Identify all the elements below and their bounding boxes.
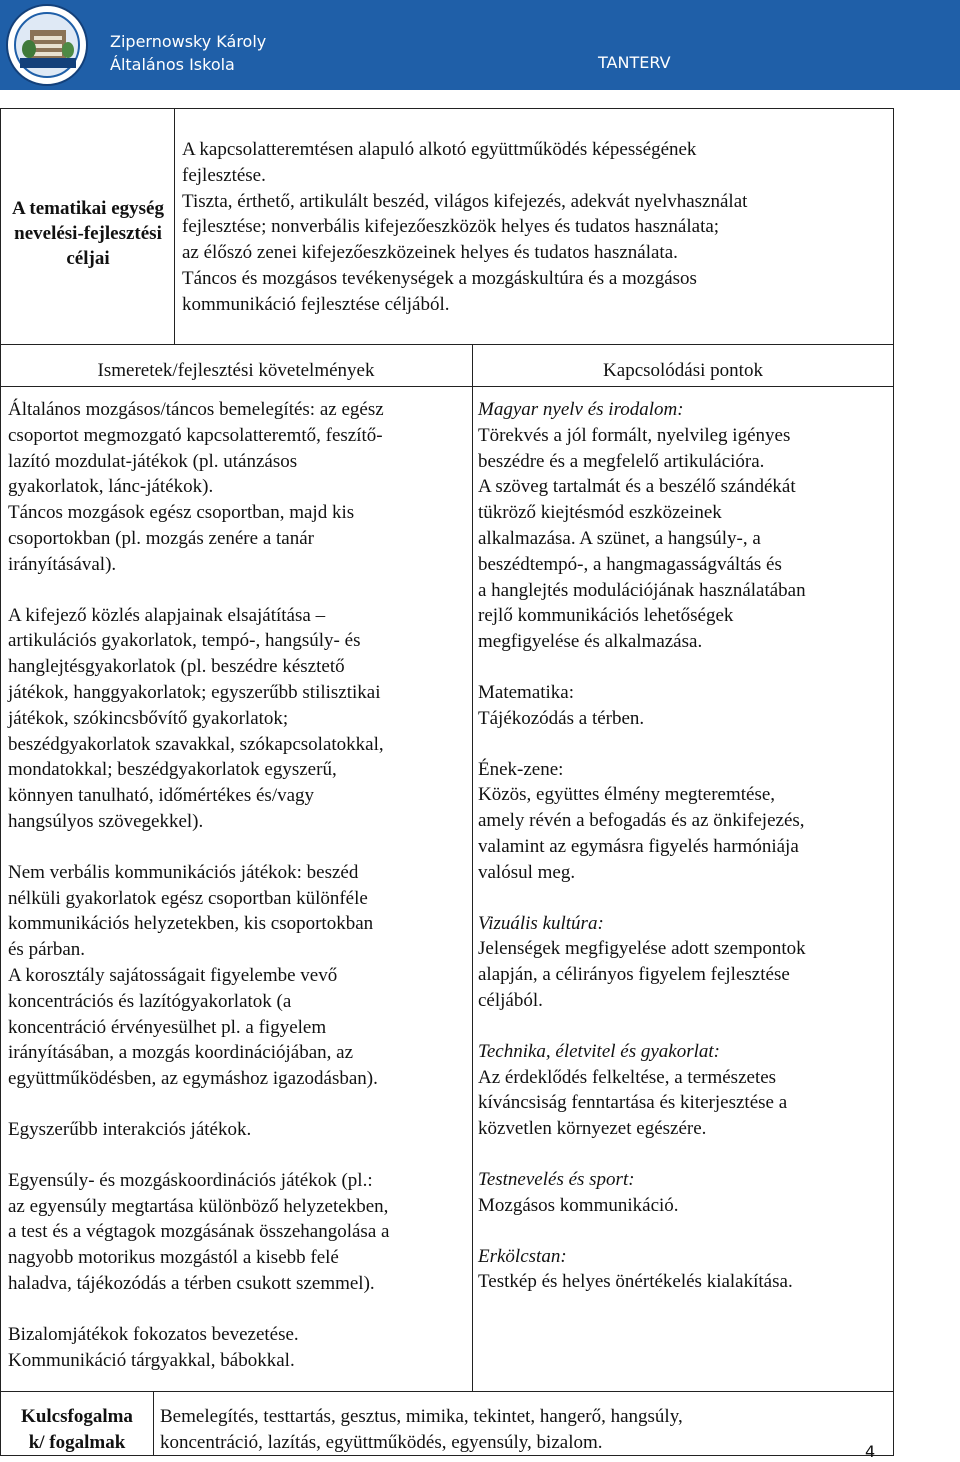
connection-line: rejlő kommunikációs lehetőségek [478,605,734,627]
connection-line: beszédre és a megfelelő artikulációra. [478,450,765,472]
school-name-line2: Általános Iskola [110,55,235,74]
connection-line: tükröző kiejtésmód eszközeinek [478,502,722,524]
connection-line: megfigyelése és alkalmazása. [478,631,703,653]
req-line: haladva, tájékozódás a térben csukott szemmel). [8,1272,375,1294]
req-line: csoportokban (pl. mozgás zenére a tanár [8,527,314,549]
req-line: hanglejtésgyakorlatok (pl. beszédre késztető [8,656,345,678]
req-line: irányításában, a mozgás koordinációjában, az [8,1042,354,1064]
connection-subject: Testnevelés és sport: [478,1168,635,1190]
connection-line: Tájékozódás a térben. [478,707,645,729]
table-divider [174,108,175,345]
connections-header: Kapcsolódási pontok [603,360,763,381]
logo-banner [20,58,76,68]
table-divider [153,1391,154,1456]
connection-block [478,757,890,886]
aims-line: Táncos és mozgásos tevékenységek a mozgáskultúra és a mozgásos [182,267,697,289]
connection-line: valósul meg. [478,861,576,883]
req-line: mondatokkal; beszédgyakorlatok egyszerű, [8,759,337,781]
connection-subject: Technika, életvitel és gyakorlat: [478,1040,720,1062]
table-divider [472,344,473,1392]
key-concepts-label-line: k/ fogalmak [28,1431,126,1453]
req-line: könnyen tanulható, időmértékes és/vagy [8,785,315,807]
connection-subject: Matematika: [478,681,575,703]
req-line: nélküli gyakorlatok egész csoportban különféle [8,887,368,909]
req-line: lazító mozdulat-játékok (pl. utánzásos [8,450,298,472]
aims-line: fejlesztése. [182,164,266,186]
logo-tree [22,40,36,58]
connection-line: a hanglejtés modulációjának használatában [478,579,806,601]
req-line: Egyensúly- és mozgáskoordinációs játékok (pl.: [8,1169,373,1191]
req-line: csoportot megmozgató kapcsolatteremtő, feszítő- [8,424,383,446]
key-concepts-label-line: Kulcsfogalma [21,1406,133,1427]
req-line: Egyszerűbb interakciós játékok. [8,1118,252,1140]
requirements-paragraph [8,1117,468,1143]
page-number: 4 [865,1442,876,1461]
connection-block [478,1244,890,1296]
connection-line: Közös, együttes élmény megteremtése, [478,784,776,806]
logo-tree [62,42,74,58]
req-line: koncentráció érvényesülhet pl. a figyelem [8,1016,327,1038]
requirements-paragraph [8,1168,468,1297]
req-line: Táncos mozgások egész csoportban, majd kis [8,502,355,524]
req-line: Kommunikáció tárgyakkal, bábokkal. [8,1349,295,1371]
table-divider [0,1391,894,1392]
req-line: Bizalomjátékok fokozatos bevezetése. [8,1323,299,1345]
req-line: Általános mozgásos/táncos bemelegítés: az egész [8,399,384,420]
key-concepts-text [160,1404,890,1456]
connection-block [478,680,890,732]
requirements-paragraph [8,603,468,835]
requirements-column [8,397,468,1373]
req-line: együttműködésben, az egymáshoz igazodásban). [8,1068,378,1090]
aims-line: A kapcsolatteremtésen alapuló alkotó együttműködés képességének [182,139,697,160]
connection-line: alapján, a célirányos figyelem fejlesztése [478,964,790,986]
connection-line: amely révén a befogadás és az önkifejezés, [478,810,805,832]
connection-subject: Ének-zene: [478,758,564,780]
key-concepts-line: koncentráció, lazítás, együttműködés, egyensúly, bizalom. [160,1431,603,1453]
aims-line: Tiszta, érthető, artikulált beszéd, világos kifejezés, adekvát nyelvhasználat [182,190,748,212]
key-concepts-label [4,1404,150,1456]
connection-line: valamint az egymásra figyelés harmóniája [478,835,799,857]
connection-subject: Erkölcstan: [478,1245,567,1267]
aims-line: fejlesztése; nonverbális kifejezőeszközök helyes és tudatos használata; [182,216,720,238]
school-name-line1: Zipernowsky Károly [110,32,267,51]
req-line: kommunikációs helyzetekben, kis csoportokban [8,913,374,935]
req-line: a test és a végtagok mozgásának összehangolása a [8,1221,390,1243]
connection-line: Az érdeklődés felkeltése, a természetes [478,1066,777,1088]
page-header [0,0,960,90]
connection-line: céljából. [478,989,543,1011]
connection-line: Jelenségek megfigyelése adott szempontok [478,938,806,960]
connections-column [478,397,890,1295]
req-line: játékok, hanggyakorlatok; egyszerűbb stilisztikai [8,681,381,703]
req-line: és párban. [8,939,86,961]
school-name [110,30,266,76]
connection-line: Testkép és helyes önértékelés kialakítása. [478,1271,793,1293]
req-line: A kifejező közlés alapjainak elsajátítása – [8,604,326,626]
req-line: A korosztály sajátosságait figyelembe vevő [8,964,338,986]
connection-line: közvetlen környezet egészére. [478,1118,707,1140]
connection-subject: Vizuális kultúra: [478,912,604,934]
connection-line: Törekvés a jól formált, nyelvileg igényes [478,424,791,446]
req-line: beszédgyakorlatok szavakkal, szókapcsolatokkal, [8,733,384,755]
key-concepts-line: Bemelegítés, testtartás, gesztus, mimika, tekintet, hangerő, hangsúly, [160,1406,683,1427]
connection-block [478,911,890,1014]
req-line: irányításával). [8,553,117,575]
logo-building [30,30,66,58]
req-line: artikulációs gyakorlatok, tempó-, hangsúly- és [8,630,361,652]
aims-text [182,137,887,318]
requirements-paragraph [8,860,468,1092]
req-line: hangsúlyos szövegekkel). [8,810,204,832]
req-line: nagyobb motorikus mozgástól a kisebb felé [8,1247,339,1269]
aims-line: kommunikáció fejlesztése céljából. [182,293,450,315]
connection-line: beszédtempó-, a hangmagasságváltás és [478,553,782,575]
connection-line: Mozgásos kommunikáció. [478,1194,679,1216]
req-line: gyakorlatok, lánc-játékok). [8,476,214,498]
aims-label: A tematikai egység nevelési-fejlesztési céljai [12,198,164,269]
connection-line: A szöveg tartalmát és a beszélő szándékát [478,476,796,498]
aims-line: az élőszó zenei kifejezőeszközeinek helyes és tudatos használata. [182,242,678,264]
connection-subject: Magyar nyelv és irodalom: [478,399,684,420]
requirements-header: Ismeretek/fejlesztési követelmények [97,360,375,381]
connection-block [478,1167,890,1219]
connection-line: alkalmazása. A szünet, a hangsúly-, a [478,527,761,549]
connection-line: kíváncsiság fenntartása és kiterjesztése a [478,1092,788,1114]
requirements-paragraph [8,1322,468,1374]
req-line: az egyensúly megtartása különböző helyzetekben, [8,1195,389,1217]
table-divider [0,386,894,387]
req-line: koncentrációs és lazítógyakorlatok (a [8,990,292,1012]
school-logo-icon [6,4,88,86]
req-line: Nem verbális kommunikációs játékok: beszéd [8,861,359,883]
document-type: TANTERV [598,53,671,72]
connection-block [478,1039,890,1142]
req-line: játékok, szókincsbővítő gyakorlatok; [8,707,289,729]
table-divider [0,344,894,345]
connection-block [478,397,890,655]
requirements-paragraph [8,397,468,578]
